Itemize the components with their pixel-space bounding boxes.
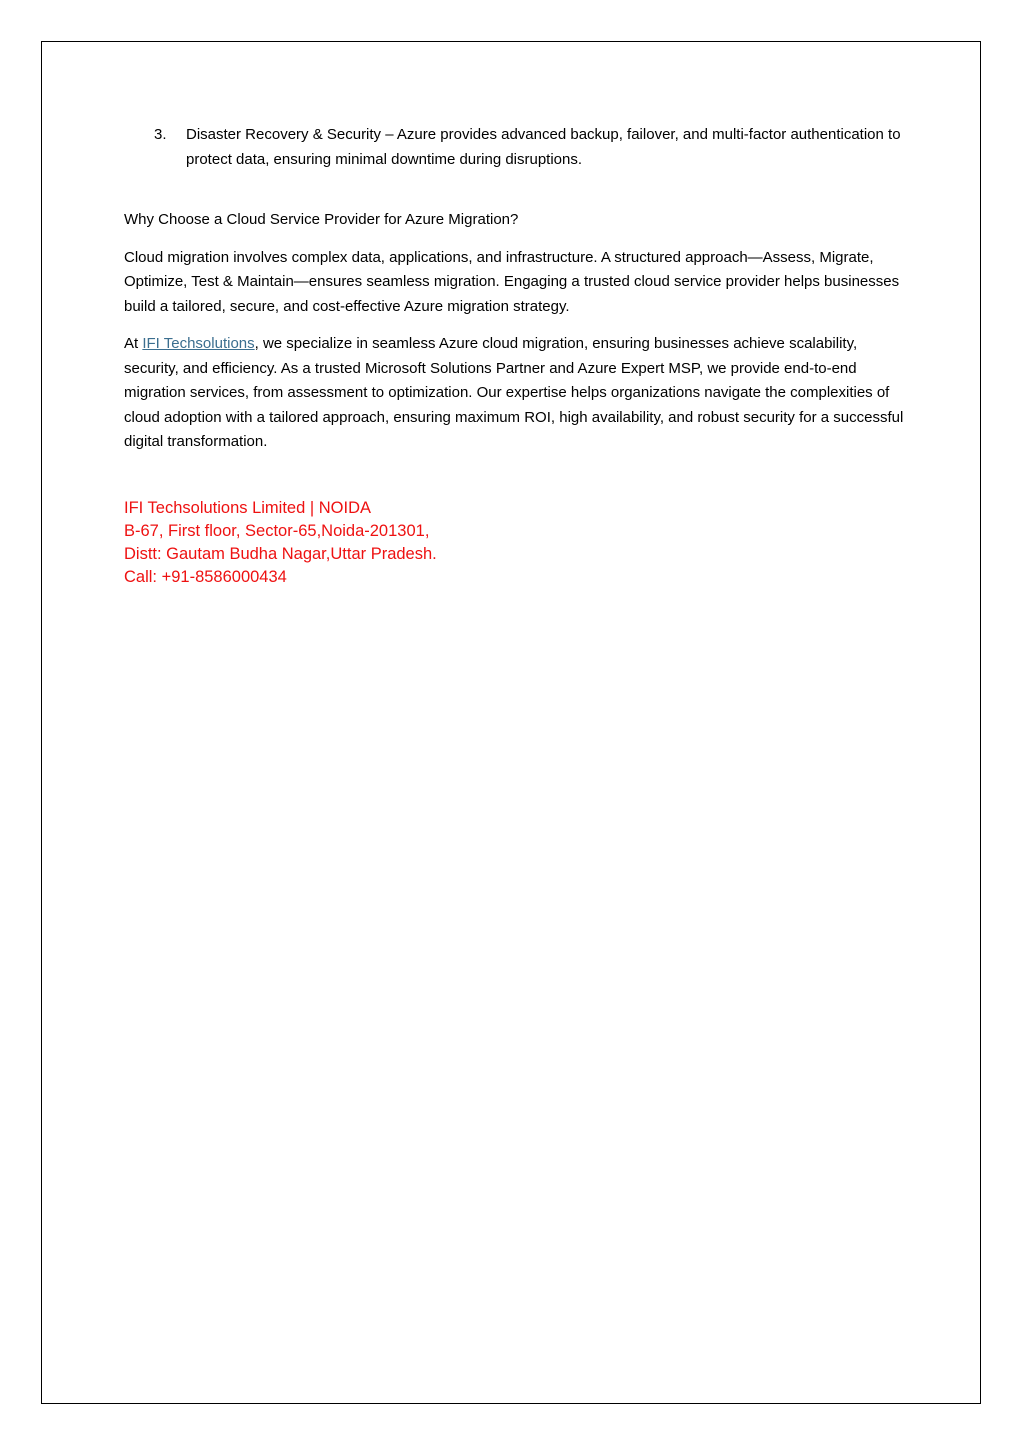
address-street: B-67, First floor, Sector-65,Noida-201301, xyxy=(124,521,430,540)
paragraph-prefix: At xyxy=(124,335,143,352)
list-item-number: 3. xyxy=(154,126,167,143)
numbered-list-item xyxy=(124,123,904,172)
address-company-name: IFI Techsolutions Limited | NOIDA xyxy=(124,498,371,517)
address-phone: Call: +91-8586000434 xyxy=(124,567,287,586)
ifi-techsolutions-link[interactable]: IFI Techsolutions xyxy=(142,335,255,352)
paragraph-cloud-migration: Cloud migration involves complex data, applications, and infrastructure. A structured approach—Assess, Migrate, Optimize, Test & Maintain—ensures seamless migration. Engaging a trusted cloud service provider helps businesses build a tailored, secure, and cost-effective Azure migration strategy. xyxy=(124,248,900,315)
document-content xyxy=(124,123,904,589)
paragraph-ifi-techsolutions xyxy=(124,332,904,455)
section-heading: Why Choose a Cloud Service Provider for Azure Migration? xyxy=(124,211,519,228)
company-address-block xyxy=(124,497,904,589)
address-district: Distt: Gautam Budha Nagar,Uttar Pradesh. xyxy=(124,544,437,563)
paragraph-suffix: , we specialize in seamless Azure cloud migration, ensuring businesses achieve scalability, security, and efficiency. As a trusted Microsoft Solutions Partner and Azure Expert MSP, we provide end-to-end migration services, from assessment to optimization. Our expertise helps organizations navigate the complexities of cloud adoption with a tailored approach, ensuring maximum ROI, high availability, and robust security for a successful digital transformation. xyxy=(124,335,904,450)
list-item-text: Disaster Recovery & Security – Azure provides advanced backup, failover, and multi-factor authentication to protect data, ensuring minimal downtime during disruptions. xyxy=(186,126,901,168)
